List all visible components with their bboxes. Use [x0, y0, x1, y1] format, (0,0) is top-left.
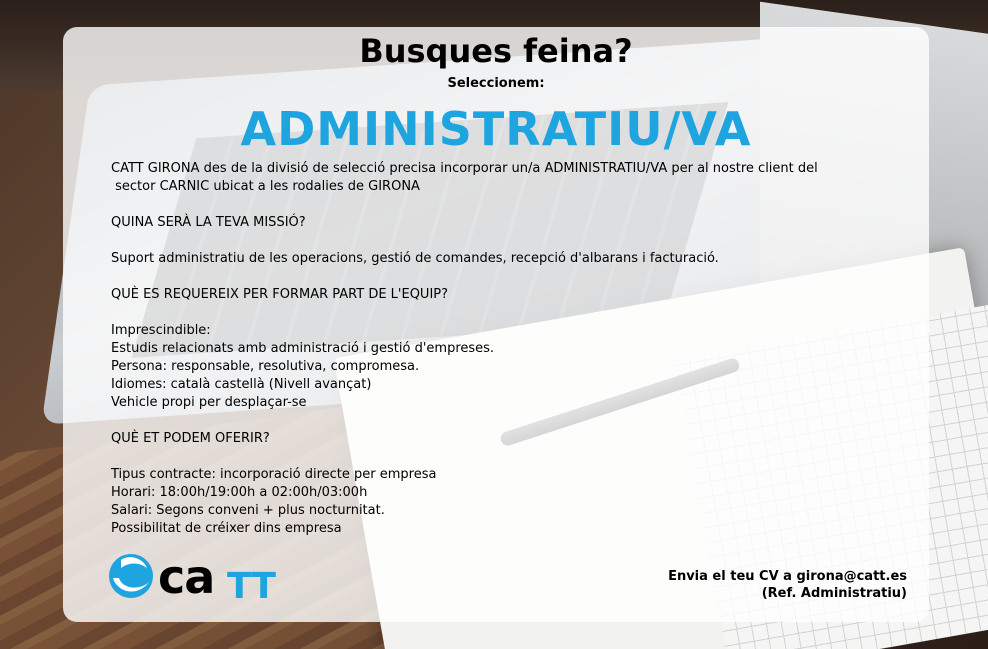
job-description: [111, 160, 911, 538]
intro-line-2: sector CARNIC ubicat a les rodalies de GIRONA: [111, 179, 420, 194]
mission-heading: QUINA SERÀ LA TEVA MISSIÓ?: [111, 215, 306, 230]
contact-info: [668, 568, 907, 602]
job-role-title: ADMINISTRATIU/VA: [240, 102, 752, 156]
page-title: Busques feina?: [359, 32, 633, 70]
offer-item: Tipus contracte: incorporació directe per empresa: [111, 467, 437, 482]
logo-text-tt: TT: [227, 566, 275, 607]
job-offer-card: [63, 27, 929, 622]
logo-text-ca: ca: [158, 550, 215, 604]
offer-heading: QUÈ ET PODEM OFERIR?: [111, 431, 270, 446]
offer-item: Horari: 18:00h/19:00h a 02:00h/03:00h: [111, 485, 368, 500]
requirement-item: Vehicle propi per desplaçar-se: [111, 395, 307, 410]
offer-item: Possibilitat de créixer dins empresa: [111, 521, 342, 536]
requirement-item: Estudis relacionats amb administració i gestió d'empreses.: [111, 341, 495, 356]
contact-email-line: Envia el teu CV a girona@catt.es: [668, 569, 907, 584]
requirement-item: Persona: responsable, resolutiva, compromesa.: [111, 359, 420, 374]
page-subtitle: Seleccionem:: [447, 76, 545, 91]
requirement-item: Idiomes: català castellà (Nivell avançat): [111, 377, 372, 392]
offer-item: Salari: Segons conveni + plus nocturnitat.: [111, 503, 385, 518]
requirements-heading: QUÈ ES REQUEREIX PER FORMAR PART DE L'EQUIP?: [111, 287, 449, 302]
contact-reference: (Ref. Administratiu): [761, 586, 907, 601]
catt-swirl-icon: [103, 548, 159, 604]
catt-logo: [103, 546, 303, 606]
intro-line-1: CATT GIRONA des de la divisió de selecció precisa incorporar un/a ADMINISTRATIU/VA per al nostre client del: [111, 161, 818, 176]
mission-text: Suport administratiu de les operacions, gestió de comandes, recepció d'albarans i facturació.: [111, 251, 719, 266]
requirement-item: Imprescindible:: [111, 323, 211, 338]
